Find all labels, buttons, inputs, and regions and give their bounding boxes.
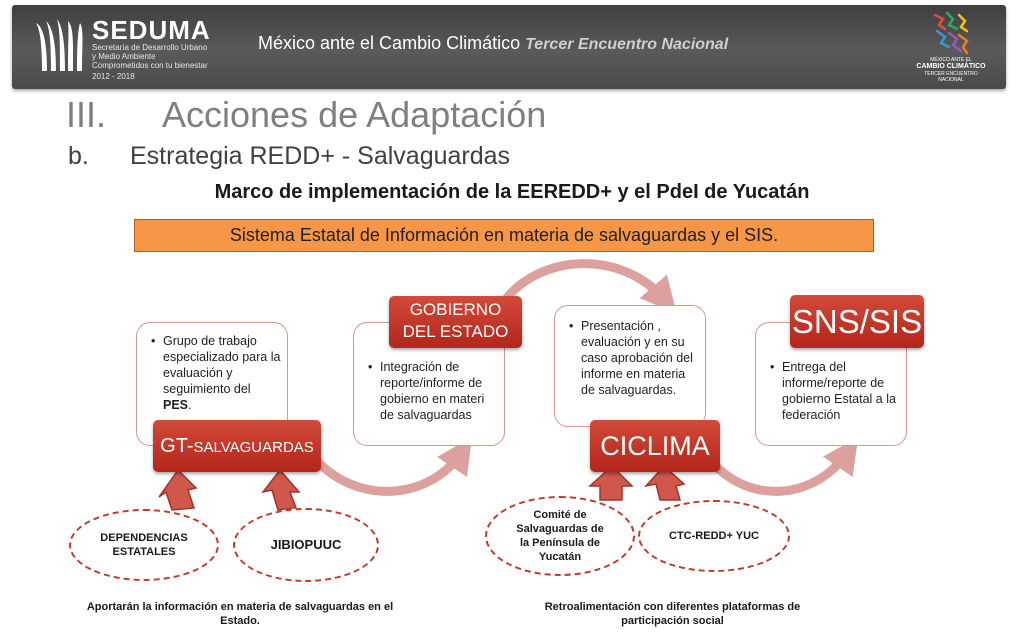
cc-line2: CAMBIO CLIMÁTICO	[916, 63, 986, 70]
frame-title: Marco de implementación de la EEREDD+ y el PdeI de Yucatán	[214, 181, 810, 203]
banner-title-main: México ante el Cambio Climático	[258, 33, 521, 53]
section-title: Acciones de Adaptación	[162, 94, 547, 135]
oval-comite-salvaguardas: Comité de Salvaguardas de la Península de Yucatán	[485, 496, 635, 576]
up-arrow-dependencias	[159, 470, 196, 510]
oval-dependencias-estatales: DEPENDENCIAS ESTATALES	[69, 509, 219, 581]
logo-sub-3: Comprometidos con tu bienestar	[92, 61, 208, 70]
step4-text: • Entrega del informe/reporte de gobierno Estatal a la federación	[782, 359, 900, 423]
connector-arrow-2	[505, 264, 665, 300]
oval-jibiopuuc: JIBIOPUUC	[233, 508, 379, 582]
cc-line1: MÉXICO ANTE EL	[930, 57, 972, 63]
subsection-letter: b.	[68, 142, 89, 170]
gt-salvaguardas-tag: GT-SALVAGUARDAS	[153, 420, 321, 472]
footnote-right: Retroalimentación con diferentes plataformas de participación social	[544, 601, 801, 627]
info-system-banner: Sistema Estatal de Información en materia de salvaguardas y el SIS.	[134, 219, 874, 252]
step2-text: • Integración de reporte/informe de gobierno en materi de salvaguardas	[380, 359, 498, 423]
gobierno-del-estado-tag: GOBIERNO DEL ESTADO	[389, 296, 522, 348]
sns-sis-tag: SNS/SIS	[790, 295, 924, 348]
ciclima-tag: CICLIMA	[590, 420, 720, 472]
connector-arrow-1	[318, 452, 462, 491]
step3-text: • Presentación , evaluación y en su caso aprobación del informe en materia de salvaguardas.	[581, 318, 699, 398]
step-card-3	[554, 305, 706, 427]
logo-sub-2: y Medio Ambiente	[92, 52, 156, 61]
logo-years: 2012 - 2018	[92, 72, 135, 81]
logo-name: SEDUMA	[92, 15, 211, 45]
connector-arrow-3	[712, 452, 848, 491]
logo-sub-1: Secretaría de Desarrollo Urbano	[92, 43, 208, 52]
banner-title-sub: Tercer Encuentro Nacional	[525, 36, 729, 53]
section-number: III.	[66, 94, 107, 135]
step1-text: • Grupo de trabajo especializado para la evaluación y seguimiento del PES.	[163, 333, 281, 413]
subsection-title: Estrategia REDD+ - Salvaguardas	[130, 142, 511, 170]
cc-line3: TERCER ENCUENTRO NACIONAL	[924, 71, 978, 83]
footnote-left: Aportarán la información en materia de salvaguardas en el Estado.	[86, 601, 394, 627]
up-arrow-jibiopuuc	[263, 470, 299, 510]
oval-ctc-redd-yuc: CTC-REDD+ YUC	[638, 500, 790, 572]
